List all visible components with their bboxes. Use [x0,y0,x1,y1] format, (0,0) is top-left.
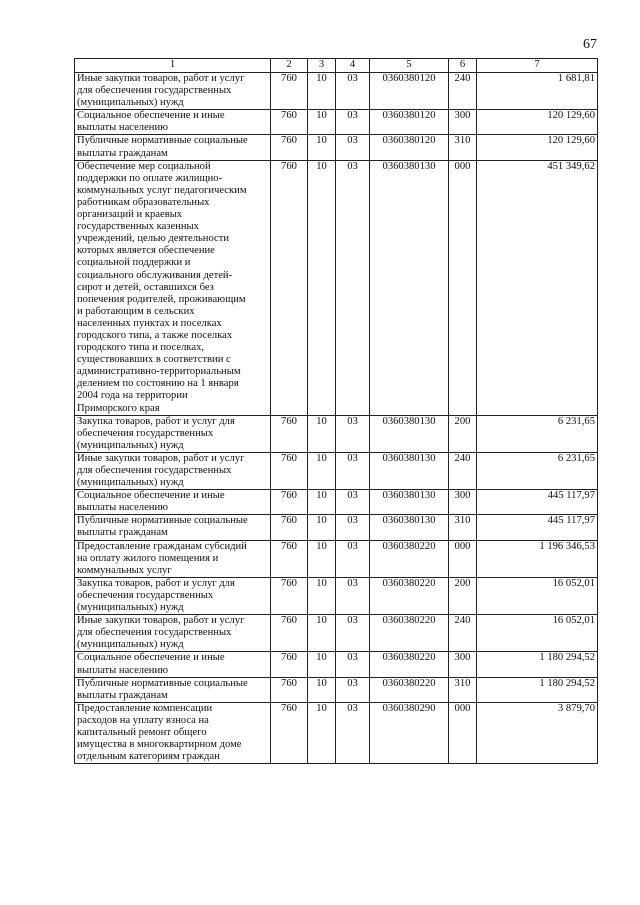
code-cell: 760 [271,652,308,677]
code-cell: 03 [336,577,370,614]
code-cell: 0360380130 [370,452,449,489]
amount-cell: 120 129,60 [477,110,598,135]
code-cell: 760 [271,135,308,160]
row-name: Социальное обеспечение и иные выплаты населению [75,110,271,135]
code-cell: 240 [449,73,477,110]
table-row [75,160,598,415]
code-cell: 760 [271,73,308,110]
code-cell: 10 [308,135,336,160]
table-row [75,677,598,702]
code-cell: 10 [308,577,336,614]
amount-cell: 445 117,97 [477,515,598,540]
code-cell: 760 [271,702,308,763]
column-header: 7 [477,59,598,73]
code-cell: 760 [271,515,308,540]
code-cell: 760 [271,415,308,452]
code-cell: 0360380120 [370,135,449,160]
amount-cell: 1 180 294,52 [477,652,598,677]
amount-cell: 3 879,70 [477,702,598,763]
code-cell: 300 [449,652,477,677]
amount-cell: 1 681,81 [477,73,598,110]
column-header: 3 [308,59,336,73]
amount-cell: 6 231,65 [477,452,598,489]
amount-cell: 16 052,01 [477,577,598,614]
budget-table [74,58,598,764]
code-cell: 200 [449,577,477,614]
code-cell: 240 [449,452,477,489]
amount-cell: 1 180 294,52 [477,677,598,702]
code-cell: 03 [336,110,370,135]
code-cell: 300 [449,490,477,515]
code-cell: 760 [271,577,308,614]
row-name: Обеспечение мер социальной поддержки по оплате жилищно- коммунальных услуг педагогическим работникам образовательных организаций и краевых государственных казенных учреждений, целью деятельности которых является обеспечение социальной поддержки и социального обслуживания детей- сирот и детей, оставшихся без попечения родителей, проживающим и работающим в сельских населенных пунктах и поселках городского типа, а также поселках городского типа и поселках, существовавших в соответствии с административно-территориальным делением по состоянию на 1 января 2004 года на территории Приморского края [75,160,271,415]
code-cell: 10 [308,702,336,763]
table-header-row [75,59,598,73]
code-cell: 0360380220 [370,577,449,614]
code-cell: 0360380220 [370,652,449,677]
code-cell: 0360380220 [370,677,449,702]
code-cell: 10 [308,540,336,577]
code-cell: 10 [308,515,336,540]
code-cell: 10 [308,73,336,110]
code-cell: 03 [336,452,370,489]
code-cell: 000 [449,160,477,415]
code-cell: 760 [271,110,308,135]
code-cell: 760 [271,615,308,652]
amount-cell: 451 349,62 [477,160,598,415]
table-row [75,515,598,540]
code-cell: 310 [449,677,477,702]
table-row [75,577,598,614]
row-name: Социальное обеспечение и иные выплаты населению [75,490,271,515]
table-row [75,110,598,135]
amount-cell: 120 129,60 [477,135,598,160]
code-cell: 760 [271,452,308,489]
column-header: 6 [449,59,477,73]
row-name: Иные закупки товаров, работ и услуг для обеспечения государственных (муниципальных) нужд [75,615,271,652]
code-cell: 03 [336,515,370,540]
amount-cell: 6 231,65 [477,415,598,452]
code-cell: 03 [336,490,370,515]
code-cell: 10 [308,615,336,652]
column-header: 4 [336,59,370,73]
code-cell: 03 [336,160,370,415]
code-cell: 10 [308,677,336,702]
code-cell: 760 [271,160,308,415]
code-cell: 10 [308,110,336,135]
row-name: Публичные нормативные социальные выплаты гражданам [75,135,271,160]
code-cell: 0360380130 [370,415,449,452]
table-row [75,415,598,452]
code-cell: 240 [449,615,477,652]
code-cell: 0360380130 [370,160,449,415]
code-cell: 10 [308,490,336,515]
code-cell: 03 [336,135,370,160]
amount-cell: 445 117,97 [477,490,598,515]
row-name: Публичные нормативные социальные выплаты гражданам [75,677,271,702]
column-header: 2 [271,59,308,73]
column-header: 5 [370,59,449,73]
code-cell: 760 [271,677,308,702]
code-cell: 0360380120 [370,110,449,135]
code-cell: 10 [308,160,336,415]
code-cell: 760 [271,490,308,515]
table-row [75,615,598,652]
code-cell: 310 [449,515,477,540]
code-cell: 10 [308,452,336,489]
code-cell: 03 [336,415,370,452]
code-cell: 200 [449,415,477,452]
table-row [75,452,598,489]
table-row [75,135,598,160]
table-row [75,702,598,763]
code-cell: 0360380290 [370,702,449,763]
row-name: Социальное обеспечение и иные выплаты населению [75,652,271,677]
code-cell: 0360380130 [370,515,449,540]
code-cell: 03 [336,73,370,110]
table-row [75,540,598,577]
code-cell: 0360380130 [370,490,449,515]
code-cell: 0360380220 [370,540,449,577]
code-cell: 03 [336,652,370,677]
code-cell: 0360380220 [370,615,449,652]
row-name: Иные закупки товаров, работ и услуг для обеспечения государственных (муниципальных) нужд [75,452,271,489]
code-cell: 760 [271,540,308,577]
code-cell: 03 [336,677,370,702]
code-cell: 03 [336,540,370,577]
row-name: Предоставление компенсации расходов на уплату взноса на капитальный ремонт общего имущества в многоквартирном доме отдельным категориям граждан [75,702,271,763]
code-cell: 310 [449,135,477,160]
row-name: Иные закупки товаров, работ и услуг для обеспечения государственных (муниципальных) нужд [75,73,271,110]
code-cell: 03 [336,702,370,763]
code-cell: 10 [308,415,336,452]
row-name: Предоставление гражданам субсидий на оплату жилого помещения и коммунальных услуг [75,540,271,577]
code-cell: 10 [308,652,336,677]
row-name: Закупка товаров, работ и услуг для обеспечения государственных (муниципальных) нужд [75,415,271,452]
code-cell: 300 [449,110,477,135]
amount-cell: 16 052,01 [477,615,598,652]
table-row [75,73,598,110]
column-header: 1 [75,59,271,73]
row-name: Публичные нормативные социальные выплаты гражданам [75,515,271,540]
code-cell: 03 [336,615,370,652]
page-number: 67 [583,37,597,52]
row-name: Закупка товаров, работ и услуг для обеспечения государственных (муниципальных) нужд [75,577,271,614]
table-row [75,652,598,677]
code-cell: 0360380120 [370,73,449,110]
amount-cell: 1 196 346,53 [477,540,598,577]
code-cell: 000 [449,540,477,577]
table-row [75,490,598,515]
code-cell: 000 [449,702,477,763]
